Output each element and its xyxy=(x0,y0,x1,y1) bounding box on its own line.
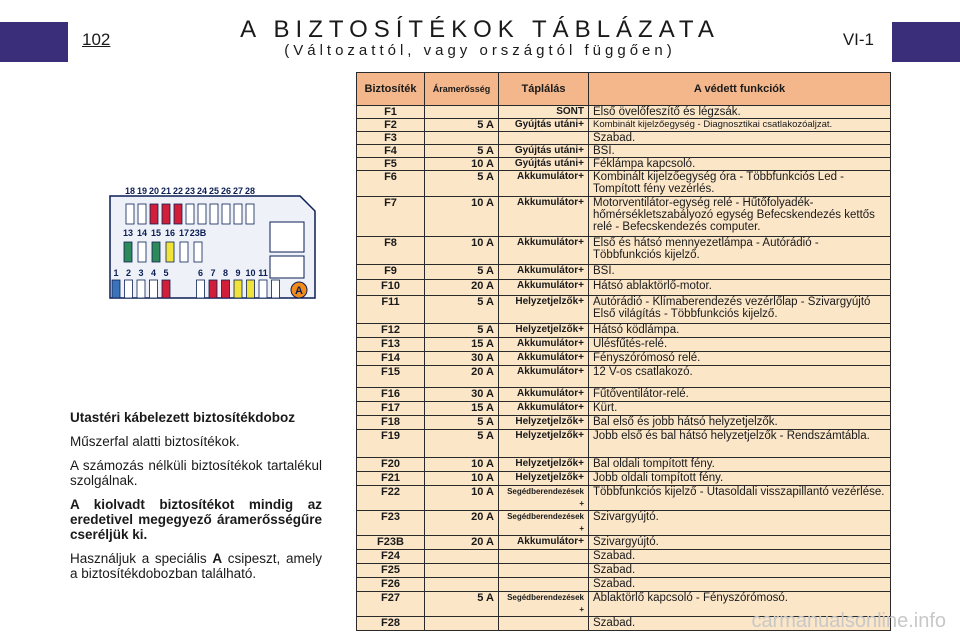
function-cell: Szabad. xyxy=(589,578,891,592)
amperage-cell: 5 A xyxy=(425,119,499,132)
fuse-cell: F5 xyxy=(357,158,425,171)
fuse-cell: F18 xyxy=(357,416,425,430)
fuse-cell: F24 xyxy=(357,550,425,564)
supply-cell: Segédberendezések + xyxy=(499,486,589,511)
fuse-number-label: 5 xyxy=(163,268,169,278)
fuse-slot xyxy=(150,204,158,224)
amperage-cell: 5 A xyxy=(425,296,499,324)
fuse-number-label: 4 xyxy=(150,268,157,278)
fuse-slot xyxy=(234,204,242,224)
fuse-slot xyxy=(138,204,146,224)
supply-cell: Segédberendezések + xyxy=(499,511,589,536)
function-cell: Ulésfűtés-relé. xyxy=(589,338,891,352)
fuse-cell: F8 xyxy=(357,237,425,265)
fuse-slot xyxy=(150,280,158,298)
table-row xyxy=(357,550,891,564)
table-row xyxy=(357,197,891,237)
supply-cell: Gyújtás utáni+ xyxy=(499,145,589,158)
table-row xyxy=(357,338,891,352)
fuse-number-label: 2 xyxy=(125,268,132,278)
amperage-cell: 20 A xyxy=(425,366,499,388)
amperage-cell: 30 A xyxy=(425,352,499,366)
amperage-cell: 10 A xyxy=(425,486,499,511)
table-row xyxy=(357,158,891,171)
fuse-cell: F16 xyxy=(357,388,425,402)
fuse-slot xyxy=(259,280,267,298)
table-row xyxy=(357,324,891,338)
amperage-cell xyxy=(425,617,499,631)
supply-cell: Akkumulátor+ xyxy=(499,366,589,388)
fuse-slot xyxy=(174,204,182,224)
col-header-supply: Táplálás xyxy=(499,73,589,106)
function-cell: BSI. xyxy=(589,145,891,158)
fuse-slot xyxy=(222,204,230,224)
fuse-cell: F26 xyxy=(357,578,425,592)
fuse-number-label: 20 xyxy=(148,186,160,196)
function-cell: Ablaktörlő kapcsoló - Fényszórómosó. xyxy=(589,592,891,617)
fuse-cell: F23B xyxy=(357,536,425,550)
amperage-cell xyxy=(425,132,499,145)
function-cell: Szabad. xyxy=(589,617,891,631)
amperage-cell: 5 A xyxy=(425,592,499,617)
supply-cell: Helyzetjelzők+ xyxy=(499,458,589,472)
fuse-cell: F15 xyxy=(357,366,425,388)
col-header-amperage: Áramerősség xyxy=(425,73,499,106)
fuse-cell: F21 xyxy=(357,472,425,486)
amperage-cell: 5 A xyxy=(425,265,499,280)
note-text-bold: A xyxy=(212,551,223,566)
fuse-cell: F22 xyxy=(357,486,425,511)
supply-cell xyxy=(499,564,589,578)
table-header-row xyxy=(357,73,891,106)
fuse-slot xyxy=(186,204,194,224)
supply-cell: Gyújtás utáni+ xyxy=(499,119,589,132)
amperage-cell: 5 A xyxy=(425,430,499,458)
function-cell: Fűtőventilátor-relé. xyxy=(589,388,891,402)
fuse-number-label: 3 xyxy=(138,268,144,278)
fuse-slot xyxy=(126,204,134,224)
fuse-number-label: 10 xyxy=(245,268,256,278)
table-row xyxy=(357,119,891,132)
amperage-cell: 20 A xyxy=(425,280,499,296)
function-cell: Kombinált kijelzőegység - Diagnosztikai csatlakozóaljzat. xyxy=(589,119,891,132)
function-cell: Féklámpa kapcsoló. xyxy=(589,158,891,171)
page-title: A BIZTOSÍTÉKOK TÁBLÁZATA xyxy=(240,16,720,43)
supply-cell: Akkumulátor+ xyxy=(499,197,589,237)
fuse-slot xyxy=(152,242,160,262)
supply-cell xyxy=(499,617,589,631)
table-row xyxy=(357,296,891,324)
amperage-cell: 5 A xyxy=(425,171,499,197)
table-row xyxy=(357,511,891,536)
supply-cell xyxy=(499,132,589,145)
fuse-cell: F13 xyxy=(357,338,425,352)
amperage-cell: 10 A xyxy=(425,458,499,472)
table-row xyxy=(357,458,891,472)
fuse-slot xyxy=(246,204,254,224)
supply-cell: Akkumulátor+ xyxy=(499,265,589,280)
table-row xyxy=(357,280,891,296)
clip-marker-label: A xyxy=(295,285,303,297)
fuse-cell: F1 xyxy=(357,106,425,119)
fuse-slot xyxy=(209,280,217,298)
fusebox-note xyxy=(70,410,322,590)
fuse-slot xyxy=(234,280,242,298)
relay-block xyxy=(270,222,304,252)
function-cell: Szivargyújtó. xyxy=(589,511,891,536)
amperage-cell: 20 A xyxy=(425,536,499,550)
fuse-number-label: 22 xyxy=(172,186,184,196)
amperage-cell: 10 A xyxy=(425,158,499,171)
fuse-number-label: 14 xyxy=(136,228,148,238)
supply-cell: Akkumulátor+ xyxy=(499,171,589,197)
table-row xyxy=(357,366,891,388)
function-cell: Első és hátsó mennyezetlámpa - Autórádió - Többfunkciós kijelző. xyxy=(589,237,891,265)
fuse-number-label: 26 xyxy=(220,186,232,196)
fuse-number-label: 19 xyxy=(136,186,148,196)
fuse-cell: F28 xyxy=(357,617,425,631)
function-cell: Szabad. xyxy=(589,550,891,564)
amperage-cell: 15 A xyxy=(425,402,499,416)
fuse-slot xyxy=(272,280,280,298)
fuse-cell: F4 xyxy=(357,145,425,158)
fuse-slot xyxy=(247,280,255,298)
fuse-number-label: 6 xyxy=(197,268,204,278)
fuse-cell: F10 xyxy=(357,280,425,296)
amperage-cell xyxy=(425,578,499,592)
fuse-number-label: 23B xyxy=(189,228,207,238)
table-row xyxy=(357,352,891,366)
function-cell: BSI. xyxy=(589,265,891,280)
fuse-number-label: 24 xyxy=(196,186,208,196)
fuse-number-label: 27 xyxy=(232,186,244,196)
function-cell: Kürt. xyxy=(589,402,891,416)
note-line: Műszerfal alatti biztosítékok. xyxy=(70,434,240,449)
fuse-number-label: 18 xyxy=(124,186,136,196)
section-label: VI-1 xyxy=(842,30,874,49)
table-row xyxy=(357,145,891,158)
fuse-cell: F3 xyxy=(357,132,425,145)
note-text: Használjuk a speciális xyxy=(70,551,213,566)
function-cell: Hátsó ködlámpa. xyxy=(589,324,891,338)
page-subtitle: (Változattól, vagy országtól függően) xyxy=(284,42,676,59)
fuse-number-label: 28 xyxy=(244,186,256,196)
function-cell: Első övelőfeszítő és légzsák. xyxy=(589,106,891,119)
fuse-number-label: 17 xyxy=(178,228,190,238)
supply-cell: Akkumulátor+ xyxy=(499,536,589,550)
supply-cell: Helyzetjelzők+ xyxy=(499,430,589,458)
fuse-table xyxy=(356,72,891,631)
table-row xyxy=(357,536,891,550)
supply-cell: Gyújtás utáni+ xyxy=(499,158,589,171)
fuse-cell: F14 xyxy=(357,352,425,366)
fuse-slot xyxy=(197,280,205,298)
fuse-number-label: 23 xyxy=(184,186,196,196)
supply-cell: Akkumulátor+ xyxy=(499,388,589,402)
fuse-slot xyxy=(162,280,170,298)
table-row xyxy=(357,578,891,592)
fuse-slot xyxy=(138,242,146,262)
table-row xyxy=(357,472,891,486)
note-clip-instruction xyxy=(70,551,322,581)
table-row xyxy=(357,402,891,416)
amperage-cell: 20 A xyxy=(425,511,499,536)
amperage-cell: 10 A xyxy=(425,472,499,486)
function-cell: Bal oldali tompított fény. xyxy=(589,458,891,472)
col-header-function: A védett funkciók xyxy=(589,73,891,106)
fuse-slot xyxy=(222,280,230,298)
function-cell: Szivargyújtó. xyxy=(589,536,891,550)
table-row xyxy=(357,171,891,197)
fuse-cell: F6 xyxy=(357,171,425,197)
fuse-cell: F19 xyxy=(357,430,425,458)
relay-block xyxy=(270,256,304,278)
amperage-cell: 5 A xyxy=(425,324,499,338)
fuse-number-label: 9 xyxy=(235,268,241,278)
supply-cell: Helyzetjelzők+ xyxy=(499,296,589,324)
function-cell: Kombinált kijelzőegység óra - Többfunkciós Led - Tompított fény vezérlés. xyxy=(589,171,891,197)
supply-cell: Akkumulátor+ xyxy=(499,237,589,265)
fuse-number-label: 13 xyxy=(122,228,134,238)
fuse-cell: F23 xyxy=(357,511,425,536)
amperage-cell xyxy=(425,564,499,578)
fuse-slot xyxy=(194,242,202,262)
table-row xyxy=(357,265,891,280)
fuse-cell: F17 xyxy=(357,402,425,416)
table-row xyxy=(357,486,891,511)
amperage-cell: 5 A xyxy=(425,145,499,158)
note-line: A számozás nélküli biztosítékok tartalékul szolgálnak. xyxy=(70,458,322,488)
note-warning: A kiolvadt biztosítékot mindig az eredetivel megegyező áramerősségűre cseréljük ki. xyxy=(70,497,322,542)
fuse-number-label: 21 xyxy=(160,186,172,196)
fuse-number-label: 16 xyxy=(164,228,176,238)
amperage-cell: 30 A xyxy=(425,388,499,402)
supply-cell: Helyzetjelzők+ xyxy=(499,324,589,338)
amperage-cell: 15 A xyxy=(425,338,499,352)
table-row xyxy=(357,416,891,430)
fuse-cell: F25 xyxy=(357,564,425,578)
supply-cell: Akkumulátor+ xyxy=(499,352,589,366)
function-cell: Szabad. xyxy=(589,132,891,145)
fuse-slot xyxy=(112,280,120,298)
col-header-fuse: Biztosíték xyxy=(357,73,425,106)
function-cell: 12 V-os csatlakozó. xyxy=(589,366,891,388)
table-row xyxy=(357,106,891,119)
fuse-cell: F27 xyxy=(357,592,425,617)
fuse-slot xyxy=(137,280,145,298)
fuse-cell: F2 xyxy=(357,119,425,132)
fuse-number-label: 7 xyxy=(210,268,216,278)
function-cell: Motorventilátor-egység relé - Hűtőfolyadék-hőmérsékletszabályozó egység Befecskendezés kettős relé - Befecskendezés computer. xyxy=(589,197,891,237)
function-cell: Fényszórómosó relé. xyxy=(589,352,891,366)
page-number: 102 xyxy=(82,30,111,49)
table-row xyxy=(357,430,891,458)
fuse-number-label: 15 xyxy=(150,228,162,238)
function-cell: Jobb oldali tompított fény. xyxy=(589,472,891,486)
supply-cell: Akkumulátor+ xyxy=(499,280,589,296)
fuse-slot xyxy=(210,204,218,224)
fuse-cell: F20 xyxy=(357,458,425,472)
amperage-cell: 10 A xyxy=(425,237,499,265)
function-cell: Autórádió - Klímaberendezés vezérlőlap - Szivargyújtó Első világítás - Többfunkciós kijelző. xyxy=(589,296,891,324)
fuse-cell: F9 xyxy=(357,265,425,280)
fuse-slot xyxy=(198,204,206,224)
function-cell: Többfunkciós kijelző - Utasoldali visszapillantó vezérlése. xyxy=(589,486,891,511)
watermark: carmanualsonline.info xyxy=(751,610,946,632)
fuse-number-label: 8 xyxy=(222,268,229,278)
supply-cell xyxy=(499,550,589,564)
table-row xyxy=(357,237,891,265)
fuse-slot xyxy=(124,242,132,262)
function-cell: Szabad. xyxy=(589,564,891,578)
fuse-slot xyxy=(180,242,188,262)
fuse-slot xyxy=(166,242,174,262)
fusebox-diagram xyxy=(100,186,322,308)
supply-cell: Akkumulátor+ xyxy=(499,338,589,352)
fuse-number-label: 25 xyxy=(208,186,220,196)
table-row xyxy=(357,564,891,578)
supply-cell: Helyzetjelzők+ xyxy=(499,472,589,486)
fuse-slot xyxy=(162,204,170,224)
amperage-cell xyxy=(425,106,499,119)
amperage-cell: 10 A xyxy=(425,197,499,237)
supply-cell: Helyzetjelzők+ xyxy=(499,416,589,430)
fuse-cell: F11 xyxy=(357,296,425,324)
fuse-cell: F12 xyxy=(357,324,425,338)
table-row xyxy=(357,132,891,145)
table-row xyxy=(357,388,891,402)
function-cell: Hátsó ablaktörlő-motor. xyxy=(589,280,891,296)
supply-cell: Segédberendezések + xyxy=(499,592,589,617)
function-cell: Jobb első és bal hátsó helyzetjelzők - Rendszámtábla. xyxy=(589,430,891,458)
supply-cell: SÖNT xyxy=(499,106,589,119)
supply-cell xyxy=(499,578,589,592)
amperage-cell xyxy=(425,550,499,564)
supply-cell: Akkumulátor+ xyxy=(499,402,589,416)
fuse-number-label: 11 xyxy=(258,268,268,278)
note-heading: Utastéri kábelezett biztosítékdoboz xyxy=(70,410,296,425)
amperage-cell: 5 A xyxy=(425,416,499,430)
note-text: csipeszt, amely a biztosítékdobozban található. xyxy=(70,551,323,581)
fuse-cell: F7 xyxy=(357,197,425,237)
fuse-slot xyxy=(125,280,133,298)
fuse-number-label: 1 xyxy=(113,268,119,278)
function-cell: Bal első és jobb hátsó helyzetjelzők. xyxy=(589,416,891,430)
